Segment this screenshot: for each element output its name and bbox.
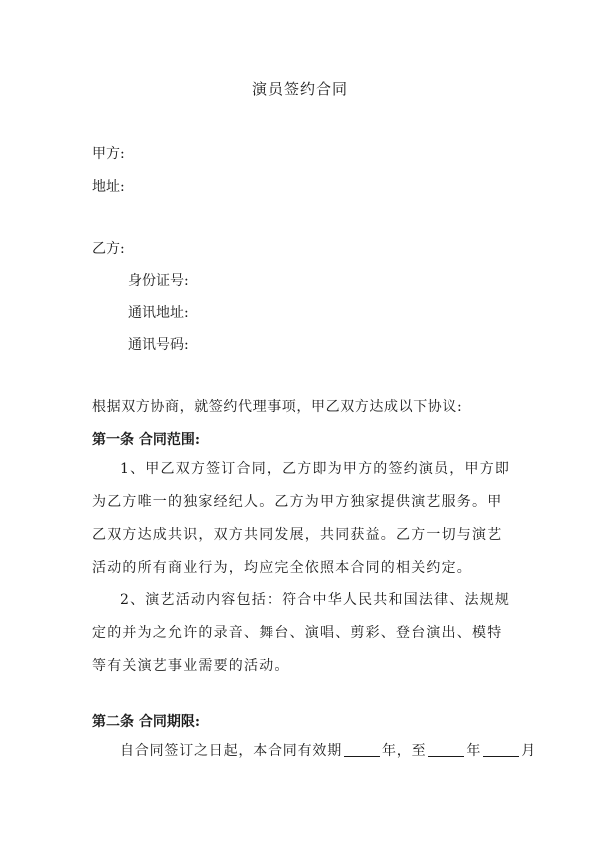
article1-paragraph-1: 1、甲乙双方签订合同，乙方即为甲方的签约演员，甲方即为乙方唯一的独家经纪人。乙方为甲方独家提供演艺服务。甲乙双方达成共识，双方共同发展，共同获益。乙方一切与演艺活动的所有商业行为，均应完全依照本合同的相关约定。 xyxy=(92,461,511,576)
article1-paragraph-2: 2、演艺活动内容包括：符合中华人民共和国法律、法规规定的并为之允许的录音、舞台、演唱、剪彩、登台演出、模特等有关演艺事业需要的活动。 xyxy=(92,592,511,674)
term-text-1: 自合同签订之日起，本合同有效期 xyxy=(120,743,342,759)
article2-paragraph-1 xyxy=(120,740,536,760)
article1-heading: 第一条 合同范围: xyxy=(92,432,201,448)
term-years-blank xyxy=(344,742,380,757)
party-a-label: 甲方: xyxy=(92,146,125,162)
party-b-address-label: 通讯地址: xyxy=(128,305,189,321)
end-month-blank xyxy=(483,742,519,757)
document-title: 演员签约合同 xyxy=(251,80,348,98)
article2-heading: 第二条 合同期限: xyxy=(92,714,201,730)
party-b-label: 乙方: xyxy=(92,241,125,257)
term-text-4: 月 xyxy=(521,743,537,759)
intro-paragraph: 根据双方协商，就签约代理事项，甲乙双方达成以下协议: xyxy=(92,399,463,415)
party-a-address-label: 地址: xyxy=(92,179,125,195)
term-text-3: 年 xyxy=(466,743,482,759)
party-b-id-label: 身份证号: xyxy=(128,273,189,289)
party-b-phone-label: 通讯号码: xyxy=(128,337,189,353)
end-year-blank xyxy=(428,742,464,757)
term-text-2: 年，至 xyxy=(382,743,427,759)
